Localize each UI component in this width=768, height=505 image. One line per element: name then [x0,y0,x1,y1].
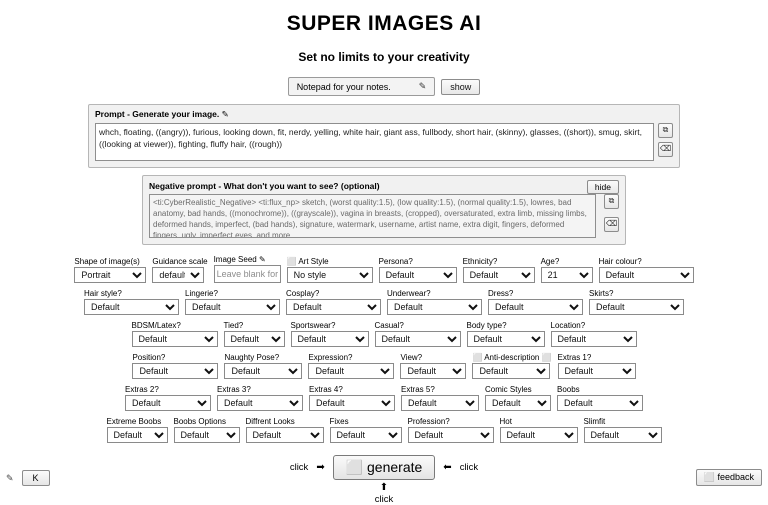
field-hair-colour [599,257,694,283]
negative-prompt-label: Negative prompt - What don't you want to see? (optional) [149,180,380,191]
field-ethnicity [463,257,535,283]
field-skirts [589,289,684,315]
pencil-icon[interactable]: ✎ [6,472,14,483]
lingerie-select[interactable] [185,299,280,315]
bdsm-latex-select[interactable] [132,331,218,347]
negative-prompt-input-wrap [149,194,619,238]
page-title: SUPER IMAGES AI [286,12,482,35]
app-root [0,12,768,505]
negative-prompt-side-buttons [604,194,619,232]
boobs-label: Boobs [557,385,580,394]
ethnicity-label: Ethnicity? [462,257,498,266]
view-label: View? [400,353,423,362]
image-seed-input[interactable] [214,265,281,283]
prompt-label [95,109,673,120]
extras-5-label: Extras 5? [401,385,435,394]
extras-1-select[interactable] [558,363,636,379]
field-position [132,353,218,379]
field-art-style [287,257,373,283]
cosplay-select[interactable] [286,299,381,315]
field-body-type [467,321,545,347]
field-boobs [557,385,643,411]
extras-4-select[interactable] [309,395,395,411]
field-image-seed [214,255,281,283]
notepad-box[interactable] [288,77,436,96]
fixes-select[interactable] [330,427,402,443]
persona-select[interactable] [379,267,457,283]
art-style-label: ⬜ Art Style [286,257,329,266]
anti-description-select[interactable] [472,363,550,379]
negative-prompt-hide-button[interactable]: hide [587,180,619,194]
profession-label: Profession? [407,417,450,426]
hair-colour-select[interactable] [599,267,694,283]
extras-2-select[interactable] [125,395,211,411]
generate-row [0,455,768,480]
shape-of-images-select[interactable] [74,267,146,283]
underwear-select[interactable] [387,299,482,315]
arrow-right-icon: ➡ [316,462,325,473]
field-guidance-scale [152,257,207,283]
field-comic-styles [485,385,551,411]
prompt-input[interactable] [95,123,654,161]
field-naughty-pose [224,353,302,379]
arrow-left-icon: ⬅ [443,462,452,473]
extras-5-select[interactable] [401,395,479,411]
sportswear-label: Sportswear? [290,321,336,330]
field-extras-2 [125,385,211,411]
guidance-scale-label: Guidance scale [152,257,208,266]
field-sportswear [291,321,369,347]
hot-label: Hot [499,417,512,426]
notepad-label: Notepad for your notes. [296,81,391,92]
slimfit-label: Slimfit [583,417,606,426]
field-extras-3 [217,385,303,411]
field-diffrent-looks [246,417,324,443]
field-hair-style [84,289,179,315]
field-age [541,257,593,283]
field-tied [224,321,285,347]
field-persona [379,257,457,283]
boobs-select[interactable] [557,395,643,411]
footer-left [6,470,50,486]
image-seed-label: Image Seed ✎ [213,255,266,264]
sportswear-select[interactable] [291,331,369,347]
skirts-label: Skirts? [589,289,614,298]
field-shape-of-images [74,257,146,283]
extras-1-label: Extras 1? [557,353,592,362]
field-anti-description [472,353,551,379]
field-extras-4 [309,385,395,411]
dress-label: Dress? [488,289,514,298]
field-expression [308,353,394,379]
extreme-boobs-label: Extreme Boobs [106,417,162,426]
field-dress [488,289,583,315]
copy-icon[interactable]: ⧉ [604,194,619,209]
body-type-label: Body type? [466,321,507,330]
ethnicity-select[interactable] [463,267,535,283]
comic-styles-label: Comic Styles [485,385,532,394]
notepad-row [0,77,768,96]
prompt-input-wrap [95,123,673,161]
generate-button[interactable]: ⬜ generate [333,455,436,480]
field-casual [375,321,461,347]
view-select[interactable] [400,363,466,379]
art-style-select[interactable] [287,267,373,283]
field-boobs-options [174,417,240,443]
pencil-icon: ✎ [221,109,229,119]
body-type-select[interactable] [467,331,545,347]
prompt-panel [88,104,680,168]
prompt-label-text: Prompt - Generate your image. [95,109,220,119]
control-row [8,321,760,347]
field-extras-5 [401,385,479,411]
age-select[interactable] [541,267,593,283]
field-bdsm-latex [132,321,218,347]
extras-4-label: Extras 4? [309,385,343,394]
extras-3-select[interactable] [217,395,303,411]
control-row [8,417,760,443]
field-fixes [330,417,402,443]
age-label: Age? [540,257,560,266]
field-extras-1 [558,353,636,379]
control-row [8,289,760,315]
hair-colour-label: Hair colour? [598,257,642,266]
prompt-side-buttons [658,123,673,157]
slimfit-select[interactable] [584,427,662,443]
copy-icon[interactable]: ⧉ [658,123,673,138]
casual-select[interactable] [375,331,461,347]
negative-prompt-input[interactable] [149,194,596,238]
hot-select[interactable] [500,427,578,443]
field-hot [500,417,578,443]
arrow-up-icon: ⬆ [379,482,389,493]
tied-select[interactable] [224,331,285,347]
negative-prompt-panel [142,175,626,245]
skirts-select[interactable] [589,299,684,315]
position-select[interactable] [132,363,218,379]
hair-style-label: Hair style? [84,289,122,298]
guidance-scale-select[interactable] [152,267,204,283]
casual-label: Casual? [374,321,404,330]
field-profession [408,417,494,443]
extras-2-label: Extras 2? [125,385,159,394]
shape-of-images-label: Shape of image(s) [74,257,140,266]
k-button[interactable]: K [22,470,50,486]
extras-3-label: Extras 3? [217,385,251,394]
dress-select[interactable] [488,299,583,315]
expression-select[interactable] [308,363,394,379]
persona-label: Persona? [378,257,413,266]
profession-select[interactable] [408,427,494,443]
naughty-pose-label: Naughty Pose? [224,353,280,362]
diffrent-looks-label: Diffrent Looks [245,417,295,426]
tied-label: Tied? [223,321,244,330]
underwear-label: Underwear? [387,289,431,298]
anti-description-label: ⬜ Anti-description ⬜ [472,353,552,362]
extreme-boobs-select[interactable] [107,427,168,443]
pencil-icon: ✎ [418,81,427,91]
page-subtitle: Set no limits to your creativity [298,50,470,64]
field-underwear [387,289,482,315]
fixes-label: Fixes [329,417,349,426]
location-label: Location? [550,321,586,330]
hair-style-select[interactable] [84,299,179,315]
control-row [8,353,760,379]
cosplay-label: Cosplay? [286,289,320,298]
feedback-button[interactable]: ⬜ feedback [696,469,762,486]
field-view [400,353,466,379]
boobs-options-label: Boobs Options [173,417,226,426]
field-location [551,321,637,347]
generate-left-hint: click [289,462,309,473]
boobs-options-select[interactable] [174,427,240,443]
expression-label: Expression? [308,353,353,362]
lingerie-label: Lingerie? [185,289,218,298]
field-lingerie [185,289,280,315]
notepad-show-button[interactable]: show [441,79,480,95]
bdsm-latex-label: BDSM/Latex? [131,321,181,330]
generate-right-hint: click [459,462,479,473]
negative-prompt-header [149,180,619,194]
field-extreme-boobs [107,417,168,443]
control-row [8,385,760,411]
naughty-pose-select[interactable] [224,363,302,379]
comic-styles-select[interactable] [485,395,551,411]
field-cosplay [286,289,381,315]
clear-icon[interactable]: ⌫ [604,217,619,232]
control-row [8,255,760,283]
diffrent-looks-select[interactable] [246,427,324,443]
field-slimfit [584,417,662,443]
position-label: Position? [132,353,166,362]
clear-icon[interactable]: ⌫ [658,142,673,157]
location-select[interactable] [551,331,637,347]
generate-below-hint: click [374,494,394,505]
controls-area [0,255,768,443]
